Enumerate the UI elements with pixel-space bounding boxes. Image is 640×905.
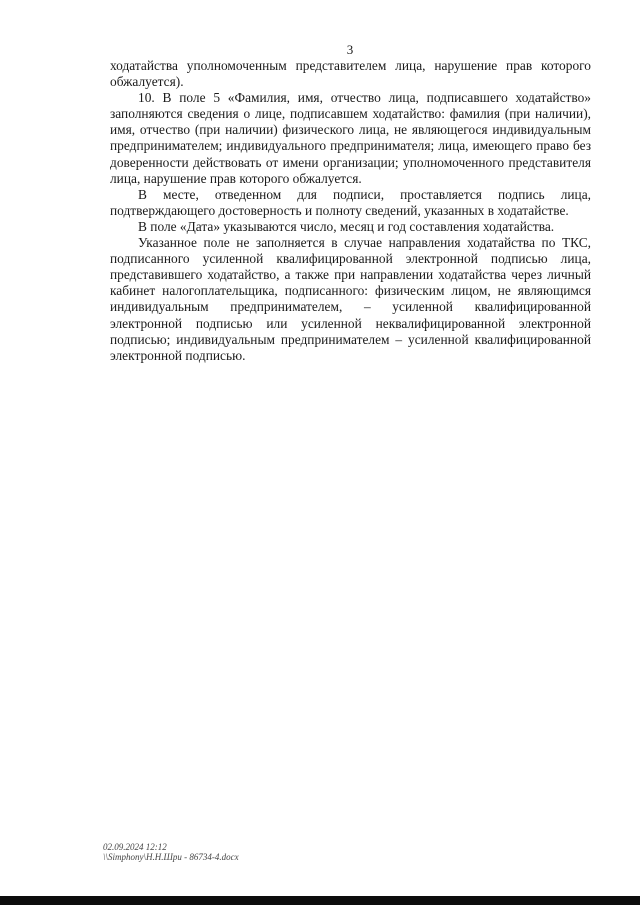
paragraph-date-exception: Указанное поле не заполняется в случае направления ходатайства по ТКС, подписанного усиленной квалифицированной электронной подписью лица, представившего ходатайство, а также при направлении ходатайства через личный кабинет налогоплательщика, подписанного: физическим лицом, не являющимся индивидуальным предпринимателем, – усиленной квалифицированной электронной подписью или усиленной неквалифицированной электронной подписью; индивидуальным предпринимателем – усиленной квалифицированной электронной подписью. [110, 235, 591, 363]
paragraph-date-field: В поле «Дата» указываются число, месяц и год составления ходатайства. [138, 218, 555, 234]
file-stamp [103, 842, 239, 862]
page-number: 3 [346, 42, 354, 57]
paragraph-continuation: ходатайства уполномоченным представителем лица, нарушение прав которого обжалуется). [110, 58, 591, 90]
paragraph-signature: В месте, отведенном для подписи, проставляется подпись лица, подтверждающего достоверность и полноту сведений, указанных в ходатайстве. [110, 186, 591, 218]
stamp-timestamp: 02.09.2024 12:12 [103, 842, 167, 852]
stamp-file-path: \\Simphony\Н.Н.Шри - 86734-4.docx [103, 852, 239, 862]
document-body [110, 58, 591, 364]
paragraph-field-5: 10. В поле 5 «Фамилия, имя, отчество лица, подписавшего ходатайство» заполняются сведения о лице, подписавшем ходатайство: фамилия (при наличии), имя, отчество (при наличии) физического лица, не являющегося индивидуальным предпринимателем; индивидуального предпринимателя; лица, имеющего право без доверенности действовать от имени организации; уполномоченного представителя лица, нарушение прав которого обжалуется. [110, 90, 591, 186]
scan-edge [0, 896, 640, 905]
